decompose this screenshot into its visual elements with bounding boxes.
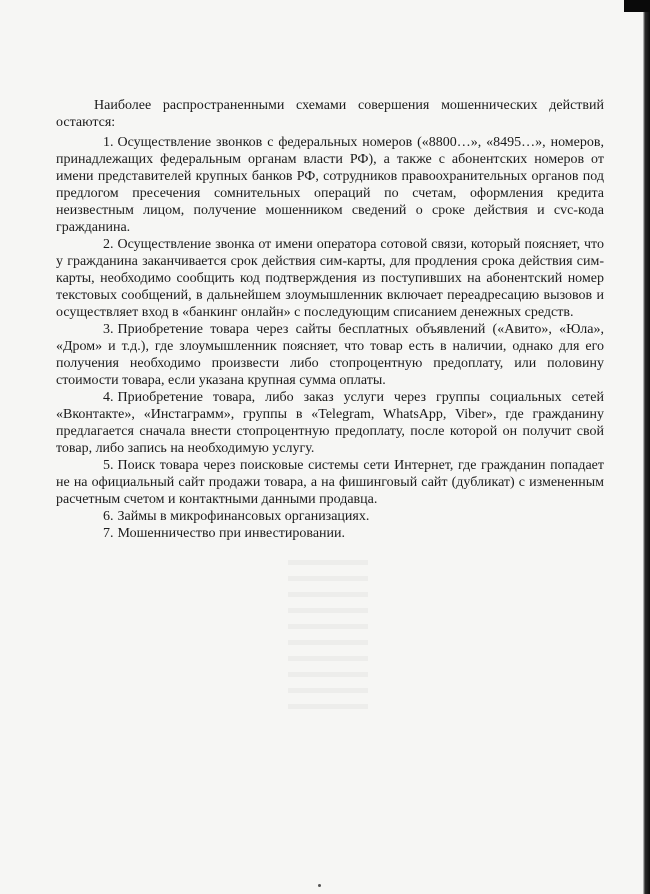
list-item-3 — [56, 321, 604, 389]
list-item-6 — [56, 508, 604, 525]
list-item-number: 1. — [103, 135, 114, 150]
list-item-4 — [56, 389, 604, 457]
list-item-number: 3. — [103, 322, 114, 337]
list-item-number: 7. — [103, 526, 114, 541]
list-item-1 — [56, 134, 604, 236]
intro-paragraph: Наиболее распространенными схемами совершения мошеннических действий остаются: — [56, 98, 604, 130]
list-item-2 — [56, 236, 604, 321]
list-item-5 — [56, 457, 604, 508]
list-item-7 — [56, 525, 604, 542]
scan-dot — [318, 884, 321, 887]
document-page — [56, 97, 604, 542]
scan-right-edge — [643, 0, 650, 894]
list-item-number: 2. — [103, 237, 114, 252]
list-item-text: Займы в микрофинансовых организациях. — [117, 509, 370, 524]
list-item-text: Приобретение товара, либо заказ услуги через группы социальных сетей «Вконтакте», «Инстаграмм», группы в «Telegram, WhatsApp, Viber», где гражданину предлагается сначала внести стопроцентную предоплату, после которой он получит свой товар, либо запись на необходимую услугу. — [56, 390, 604, 456]
list-item-text: Осуществление звонка от имени оператора сотовой связи, который поясняет, что у гражданина заканчивается срок действия сим-карты, для продления срока действия сим-карты, необходимо сообщить код подтверждения из поступивших на абонентский номер текстовых сообщений, в дальнейшем злоумышленник включает переадресацию вызовов и осуществляет вход в «банкинг онлайн» с последующим списанием денежных средств. — [56, 237, 604, 320]
list-item-number: 5. — [103, 458, 114, 473]
list-item-text: Поиск товара через поисковые системы сети Интернет, где гражданин попадает не на официальный сайт продажи товара, а на фишинговый сайт (дубликат) с измененным расчетным счетом и контактными данными продавца. — [56, 458, 604, 507]
list-item-text: Осуществление звонков с федеральных номеров («8800…», «8495…», номеров, принадлежащих федеральным органам власти РФ), а также с абонентских номеров от имени представителей крупных банков РФ, сотрудников правоохранительных органов под предлогом пресечения сомнительных операций по счетам, оформления кредита неизвестным лицом, получение мошенником сведений о сроке действия и cvc-кода гражданина. — [56, 135, 604, 235]
list-item-number: 4. — [103, 390, 114, 405]
scan-corner-mark — [624, 0, 650, 12]
list-item-text: Приобретение товара через сайты бесплатных объявлений («Авито», «Юла», «Дром» и т.д.), где злоумышленник поясняет, что товар есть в наличии, однако для его получения необходимо произвести либо стопроцентную предоплату, или половину стоимости товара, если указана крупная сумма оплаты. — [56, 322, 604, 388]
list-item-number: 6. — [103, 509, 114, 524]
reverse-side-bleed-through — [288, 560, 368, 720]
list-item-text: Мошенничество при инвестировании. — [117, 526, 346, 541]
